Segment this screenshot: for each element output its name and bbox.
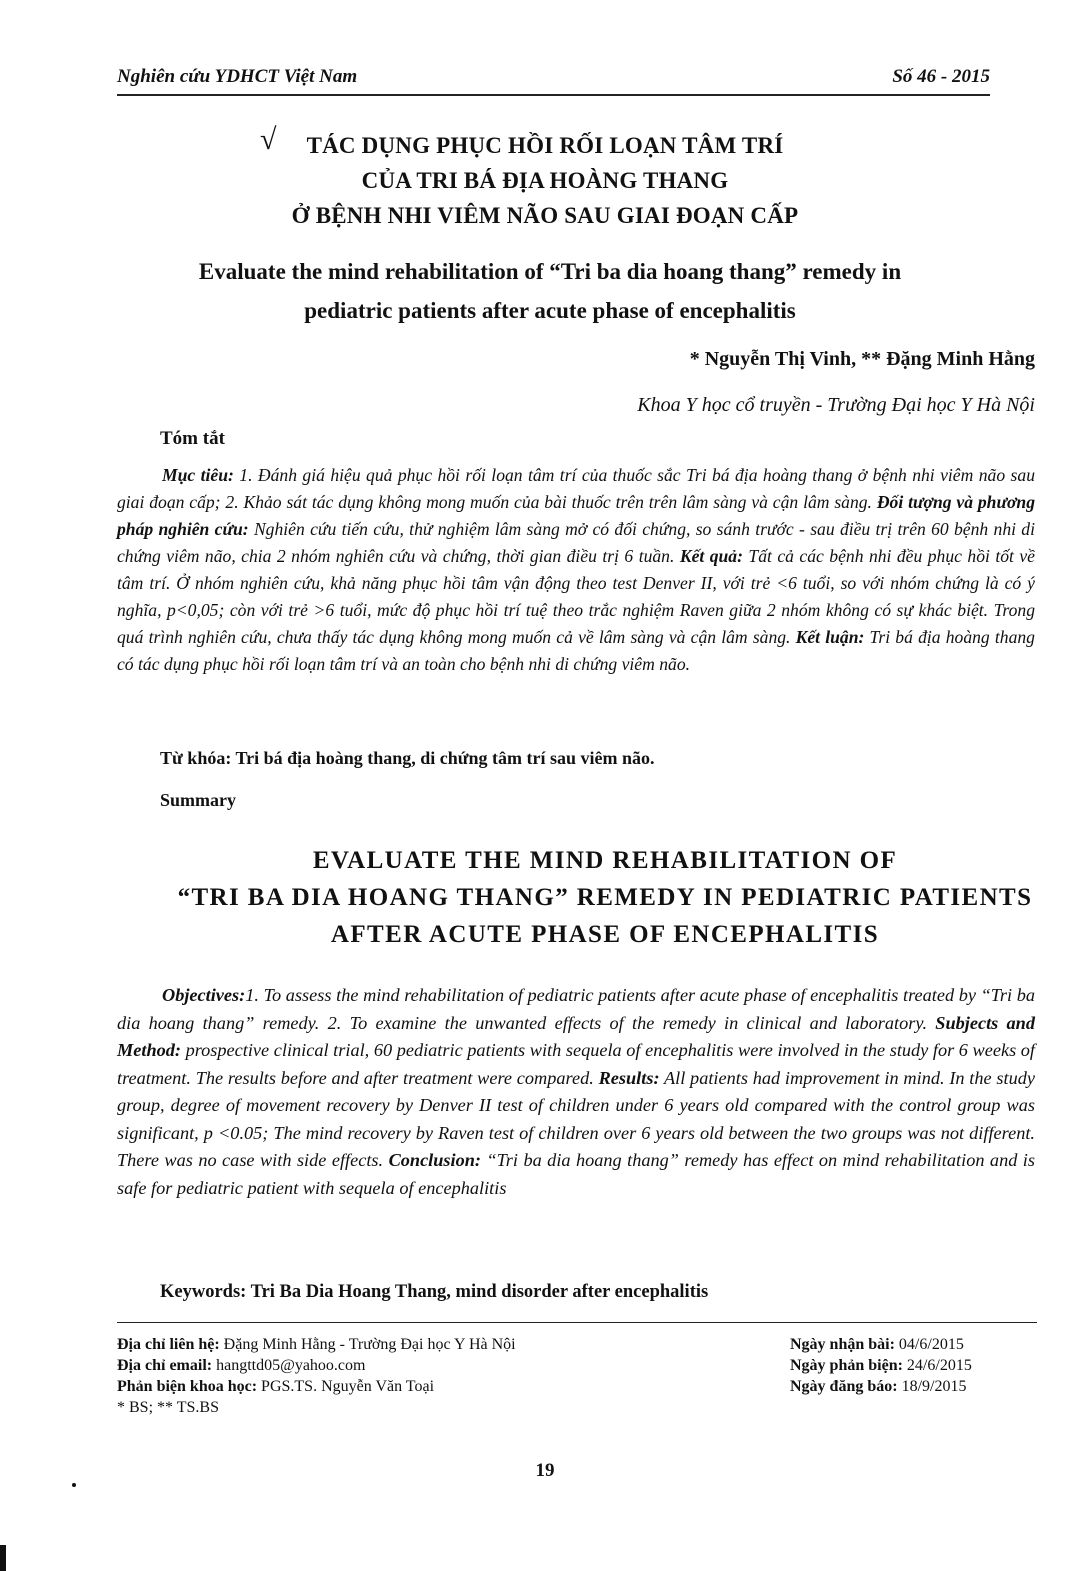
published-value: 18/9/2015	[897, 1378, 967, 1395]
contact-value: Đặng Minh Hằng - Trường Đại học Y Hà Nội	[219, 1336, 516, 1353]
authors: * Nguyễn Thị Vinh, ** Đặng Minh Hằng	[689, 348, 1035, 370]
abstract-vi-heading: Tóm tắt	[160, 428, 225, 449]
published-label: Ngày đăng báo:	[790, 1378, 898, 1395]
summary-title-line-1: EVALUATE THE MIND REHABILITATION OF	[312, 847, 898, 874]
objectives-vi-text: 1. Đánh giá hiệu quả phục hồi rối loạn tâm trí của thuốc sắc Tri bá địa hoàng thang ở bệnh nhi viêm não sau giai đoạn cấp; 2. Khảo sát tác dụng không mong muốn của bài thuốc trên trên lâm sàng và cận lâm sàng.	[117, 465, 1035, 512]
email-label: Địa chỉ email:	[117, 1357, 213, 1374]
header-rule	[117, 94, 990, 96]
reviewed-label: Ngày phản biện:	[790, 1357, 903, 1374]
degree-notes: * BS; ** TS.BS	[117, 1399, 219, 1416]
received-label: Ngày nhận bài:	[790, 1336, 895, 1353]
conclusion-en-text: “Tri ba dia hoang thang” remedy has effect on mind rehabilitation and is safe for pediatric patient with sequela of encephalitis	[117, 1150, 1035, 1198]
reviewer-line	[117, 1376, 516, 1397]
contact-line	[117, 1334, 516, 1355]
scan-edge-mark	[0, 1545, 6, 1571]
conclusion-vi-text: Tri bá địa hoàng thang có tác dụng phục hồi rối loạn tâm trí và an toàn cho bệnh nhi di chứng viêm não.	[117, 627, 1035, 674]
conclusion-vi-label: Kết luận:	[795, 627, 865, 647]
summary-title-line-3: AFTER ACUTE PHASE OF ENCEPHALITIS	[330, 921, 880, 948]
received-value: 04/6/2015	[894, 1336, 964, 1353]
footer-rule	[117, 1322, 1037, 1323]
email-line	[117, 1355, 516, 1376]
reviewer-value: PGS.TS. Nguyễn Văn Toại	[257, 1378, 435, 1395]
summary-title-line-2: “TRI BA DIA HOANG THANG” REMEDY IN PEDIATRIC PATIENTS	[177, 884, 1033, 911]
journal-name: Nghiên cứu YDHCT Việt Nam	[117, 66, 358, 87]
running-header	[117, 66, 990, 88]
contact-label: Địa chỉ liên hệ:	[117, 1336, 220, 1353]
summary-heading: Summary	[160, 790, 236, 810]
english-title-line-1: Evaluate the mind rehabilitation of “Tri ba dia hoang thang” remedy in	[198, 259, 902, 284]
published-line	[790, 1376, 972, 1397]
method-en-text: prospective clinical trial, 60 pediatric patients with sequela of encephalitis were involved in the study for 6 weeks of treatment. The results before and after treatment were compared.	[117, 1040, 1035, 1088]
reviewed-value: 24/6/2015	[902, 1357, 972, 1374]
objectives-vi-label: Mục tiêu:	[162, 465, 234, 485]
summary-body	[117, 982, 1035, 1202]
scan-dot	[72, 1483, 76, 1487]
results-en-text: All patients had improvement in mind. In the study group, degree of movement recovery by Denver II test of children under 6 years old compared with the control group was significant, p <0.05; The mind recovery by Raven test of children over 6 years old between the two groups was not different. There was no case with side effects.	[117, 1067, 1035, 1170]
page-number: 19	[535, 1460, 555, 1481]
vietnamese-title	[120, 123, 970, 233]
affiliation: Khoa Y học cổ truyền - Trường Đại học Y Hà Nội	[637, 394, 1035, 416]
english-title-line-2: pediatric patients after acute phase of encephalitis	[304, 298, 796, 323]
reviewer-label: Phản biện khoa học:	[117, 1378, 258, 1395]
results-vi-label: Kết quả:	[679, 546, 743, 566]
method-vi-text: Nghiên cứu tiến cứu, thử nghiệm lâm sàng mở có đối chứng, so sánh trước - sau điều trị trên 60 bệnh nhi di chứng viêm não, chia 2 nhóm nghiên cứu và chứng, thời gian điều trị 6 tuần.	[117, 519, 1035, 566]
english-title	[120, 252, 980, 330]
conclusion-en-label: Conclusion:	[388, 1150, 482, 1170]
vietnamese-title-line-2: CỦA TRI BÁ ĐỊA HOÀNG THANG	[361, 168, 729, 193]
reviewed-line	[790, 1355, 972, 1376]
keywords-vi: Từ khóa: Tri bá địa hoàng thang, di chứng tâm trí sau viêm não.	[160, 748, 655, 768]
objectives-en-label: Objectives:	[162, 985, 246, 1005]
method-vi-label: Đối tượng và phương pháp nghiên cứu:	[117, 492, 1036, 539]
summary-title	[175, 842, 1035, 953]
objectives-en-text: 1. To assess the mind rehabilitation of pediatric patients after acute phase of encephalitis treated by “Tri ba dia hoang thang” remedy. 2. To examine the unwanted effects of the remedy in clinical and laboratory.	[117, 985, 1035, 1033]
email-value[interactable]: hangttd05@yahoo.com	[212, 1357, 366, 1374]
results-en-label: Results:	[598, 1067, 660, 1088]
footer-contact-block	[117, 1334, 516, 1418]
received-line	[790, 1334, 972, 1355]
vietnamese-title-line-1: TÁC DỤNG PHỤC HỒI RỐI LOẠN TÂM TRÍ	[306, 133, 784, 158]
check-mark-icon: √	[260, 123, 277, 156]
footer-dates-block	[790, 1334, 972, 1397]
results-vi-text: Tất cả các bệnh nhi đều phục hồi tốt về tâm trí. Ở nhóm nghiên cứu, khả năng phục hồi tâm vận động theo test Denver II, với trẻ <6 tuổi, so với nhóm chứng là có ý nghĩa, p<0,05; còn với trẻ >6 tuổi, mức độ phục hồi trí tuệ theo trắc nghiệm Raven giữa 2 nhóm không có sự khác biệt. Trong quá trình nghiên cứu, chưa thấy tác dụng không mong muốn cả về lâm sàng và cận lâm sàng.	[117, 546, 1035, 647]
vietnamese-title-line-3: Ở BỆNH NHI VIÊM NÃO SAU GIAI ĐOẠN CẤP	[291, 203, 799, 228]
keywords-en: Keywords: Tri Ba Dia Hoang Thang, mind disorder after encephalitis	[160, 1282, 709, 1302]
issue-number: Số 46 - 2015	[892, 66, 990, 87]
abstract-vi-body	[117, 462, 1035, 678]
method-en-label: Subjects and Method:	[117, 1012, 1035, 1060]
